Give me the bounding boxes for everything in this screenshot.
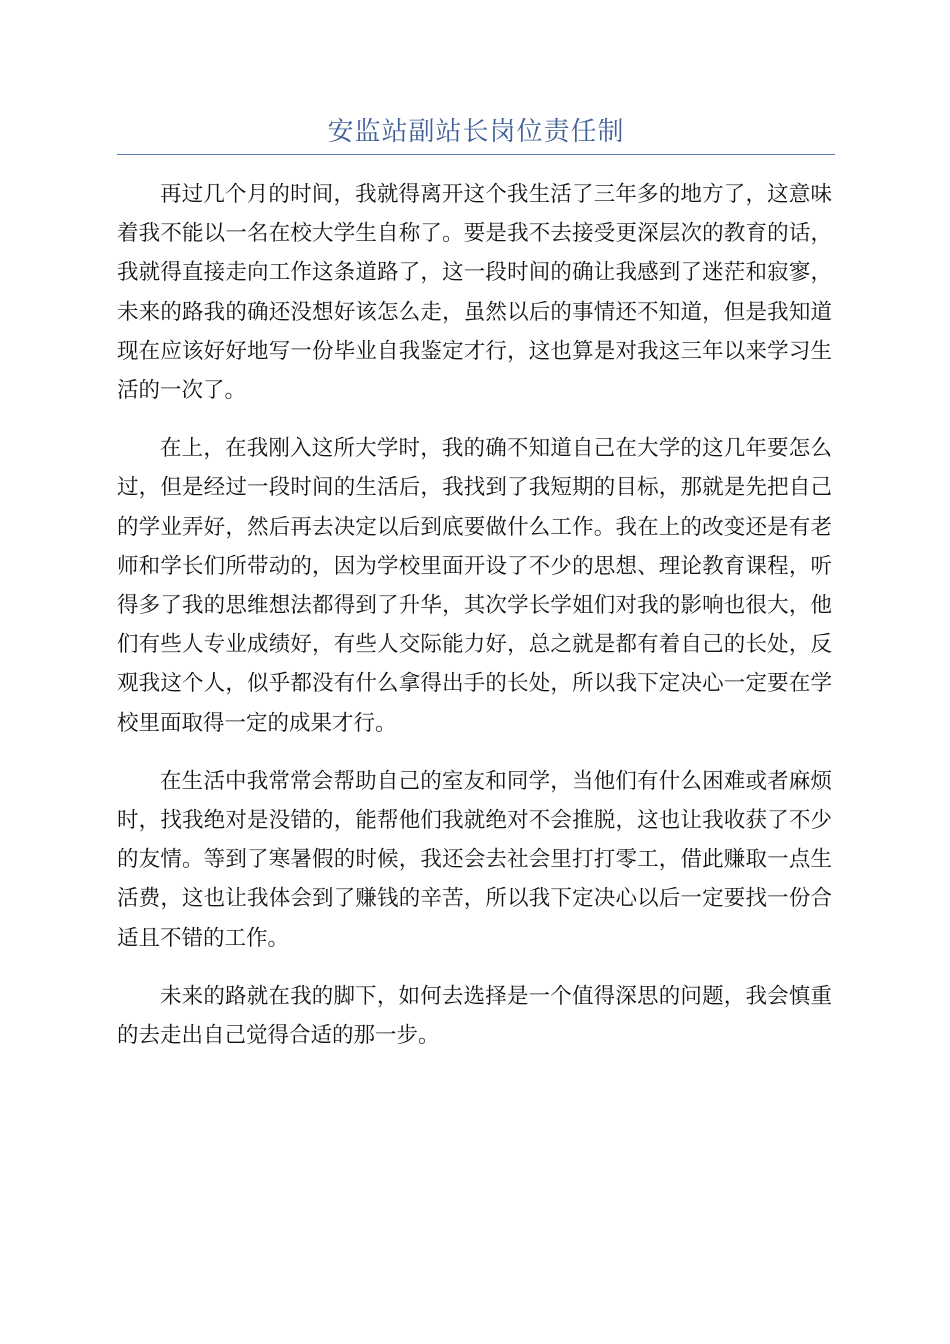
title-underline bbox=[117, 154, 835, 155]
paragraph-1: 再过几个月的时间，我就得离开这个我生活了三年多的地方了，这意味着我不能以一名在校大学生自称了。要是我不去接受更深层次的教育的话，我就得直接走向工作这条道路了，这一段时间的确让我感到了迷茫和寂寥，未来的路我的确还没想好该怎么走，虽然以后的事情还不知道，但是我知道现在应该好好地写一份毕业自我鉴定才行，这也算是对我这三年以来学习生活的一次了。 bbox=[117, 182, 832, 404]
paragraph-3: 在生活中我常常会帮助自己的室友和同学，当他们有什么困难或者麻烦时，找我绝对是没错的，能帮他们我就绝对不会推脱，这也让我收获了不少的友情。等到了寒暑假的时候，我还会去社会里打打零工，借此赚取一点生活费，这也让我体会到了赚钱的辛苦，所以我下定决心以后一定要找一份合适且不错的工作。 bbox=[117, 768, 832, 951]
document-body bbox=[117, 175, 832, 1074]
paragraph-4: 未来的路就在我的脚下，如何去选择是一个值得深思的问题，我会慎重的去走出自己觉得合适的那一步。 bbox=[117, 983, 832, 1049]
paragraph-2: 在上，在我刚入这所大学时，我的确不知道自己在大学的这几年要怎么过，但是经过一段时间的生活后，我找到了我短期的目标，那就是先把自己的学业弄好，然后再去决定以后到底要做什么工作。我在上的改变还是有老师和学长们所带动的，因为学校里面开设了不少的思想、理论教育课程，听得多了我的思维想法都得到了升华，其次学长学姐们对我的影响也很大，他们有些人专业成绩好，有些人交际能力好，总之就是都有着自己的长处，反观我这个人，似乎都没有什么拿得出手的长处，所以我下定决心一定要在学校里面取得一定的成果才行。 bbox=[117, 436, 832, 736]
document-title: 安监站副站长岗位责任制 bbox=[327, 117, 625, 147]
